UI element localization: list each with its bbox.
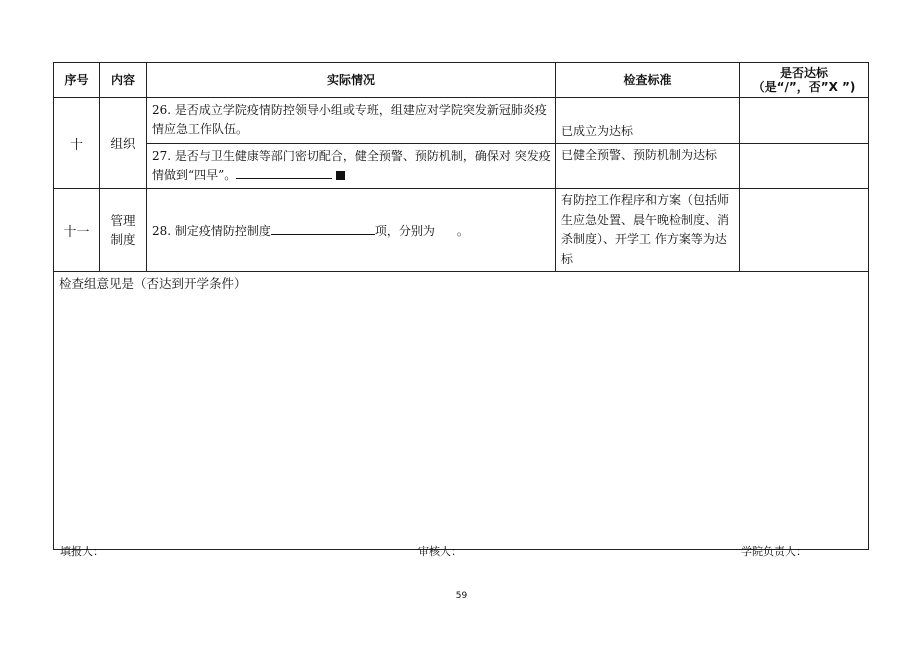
leader-label: 学院负责人： xyxy=(741,545,807,558)
row-content-line1: 管理 xyxy=(110,213,136,228)
item-standard: 有防控工作程序和方案（包括师生应急处置、晨午晚检制度、消杀制度）、开学工 作方案等为达标 xyxy=(556,189,740,272)
header-pass xyxy=(740,63,869,98)
filler-label: 填报人： xyxy=(60,545,104,558)
item-text-end: 。 xyxy=(456,223,469,238)
item-text: 26. 是否成立学院疫情防控领导小组或专班，组建应对学院突发新冠肺炎疫情应急工作队伍。 xyxy=(147,98,556,144)
header-row xyxy=(54,63,869,98)
opinion-cell[interactable] xyxy=(54,272,869,550)
fill-blank[interactable] xyxy=(236,166,332,179)
header-content: 内容 xyxy=(100,63,147,98)
item-text-cell xyxy=(147,144,556,189)
opinion-label: 检查组意见是（否达到开学条件） xyxy=(59,276,247,291)
header-pass-line2: （是“/”，否”X ”) xyxy=(752,80,856,94)
inspection-table xyxy=(53,62,869,550)
row-seq: 十 xyxy=(54,98,100,189)
square-mark-icon xyxy=(336,171,345,180)
table-row xyxy=(54,98,869,144)
item-standard: 已健全预警、预防机制为达标 xyxy=(556,144,740,189)
reviewer-label: 审核人： xyxy=(418,545,462,558)
row-content: 组织 xyxy=(100,98,147,189)
header-pass-line1: 是否达标 xyxy=(779,66,828,80)
item-text-prefix: 28. 制定疫情防控制度 xyxy=(152,223,271,238)
fill-blank[interactable] xyxy=(271,222,375,235)
row-content-line2: 制度 xyxy=(110,232,136,247)
pass-cell[interactable] xyxy=(740,144,869,189)
table-row xyxy=(54,144,869,189)
item-text: 27. 是否与卫生健康等部门密切配合，健全预警、预防机制，确保对 突发疫情做到“四早”。 xyxy=(152,149,551,182)
opinion-row xyxy=(54,272,869,550)
item-standard: 已成立为达标 xyxy=(556,98,740,144)
header-standard: 检查标准 xyxy=(556,63,740,98)
item-text-cell xyxy=(147,189,556,272)
item-text-suffix: 项，分别为 xyxy=(374,223,435,238)
row-seq: 十一 xyxy=(54,189,100,272)
page-number: 59 xyxy=(455,591,468,601)
header-actual: 实际情况 xyxy=(147,63,556,98)
table-row xyxy=(54,189,869,272)
row-content xyxy=(100,189,147,272)
header-seq: 序号 xyxy=(54,63,100,98)
pass-cell[interactable] xyxy=(740,98,869,144)
pass-cell[interactable] xyxy=(740,189,869,272)
